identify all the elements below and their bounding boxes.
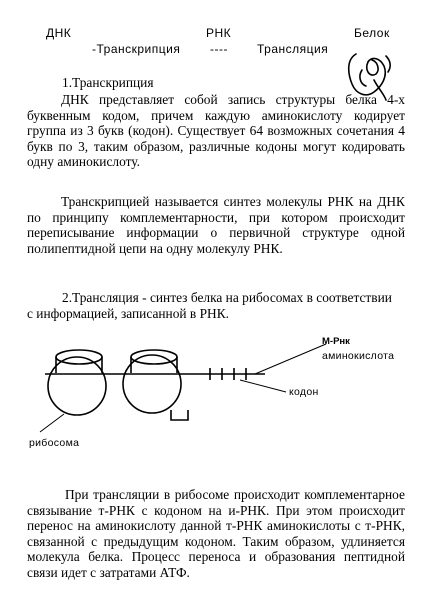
label-codon: кодон — [289, 386, 319, 398]
label-transcription: -Транскрипция — [92, 42, 181, 56]
paragraph-translation-process: При трансляции в рибосоме происходит комплементарное связывание т-РНК с кодоном на и-РНК. При этом происходит перенос на аминокислоту данной т-РНК аминокислоты с т-РНК, связанной с предыдущим кодоном. Таким образом, удлиняется молекула белка. Процесс переноса и образования пептидной связи идет с затратами АТФ. — [27, 487, 405, 580]
label-protein: Белок — [354, 26, 390, 40]
paragraph-dna-code: ДНК представляет собой запись структуры белка 4-х буквенным кодом, причем каждую аминокислоту кодирует группа из 3 букв (кодон). Существует 64 возможных сочетания 4 букв по 3, таким образом, различные кодоны могут кодировать одну аминокислоту. — [27, 92, 405, 170]
label-dashes: ---- — [210, 42, 228, 56]
ribosome-small-subunit-2 — [131, 350, 177, 364]
mrna-pointer-line — [255, 344, 326, 374]
label-ribosome: рибосома — [29, 437, 80, 449]
heading-transcription: 1.Транскрипция — [62, 75, 154, 90]
label-aminoacid: аминокислота — [322, 350, 395, 362]
paragraph-transcription-definition: Транскрипцией называется синтез молекулы РНК на ДНК по принципу комплементарности, при котором происходит переписывание информации о первичной структуре одной полипептидной цепи на одну молекулу РНК. — [27, 194, 405, 256]
heading-translation-line2: с информацией, записанной в РНК. — [27, 306, 229, 321]
label-mrna: М-Рнк — [322, 336, 350, 347]
trna-bracket — [171, 410, 188, 420]
label-dna: ДНК — [46, 26, 72, 40]
ribosome-pointer-line — [40, 414, 64, 432]
label-rna: РНК — [206, 26, 232, 40]
heading-translation-line1: 2.Трансляция - синтез белка на рибосомах в соответствии — [62, 290, 392, 305]
codon-pointer-line — [240, 380, 286, 392]
label-translation: Трансляция — [257, 42, 329, 56]
